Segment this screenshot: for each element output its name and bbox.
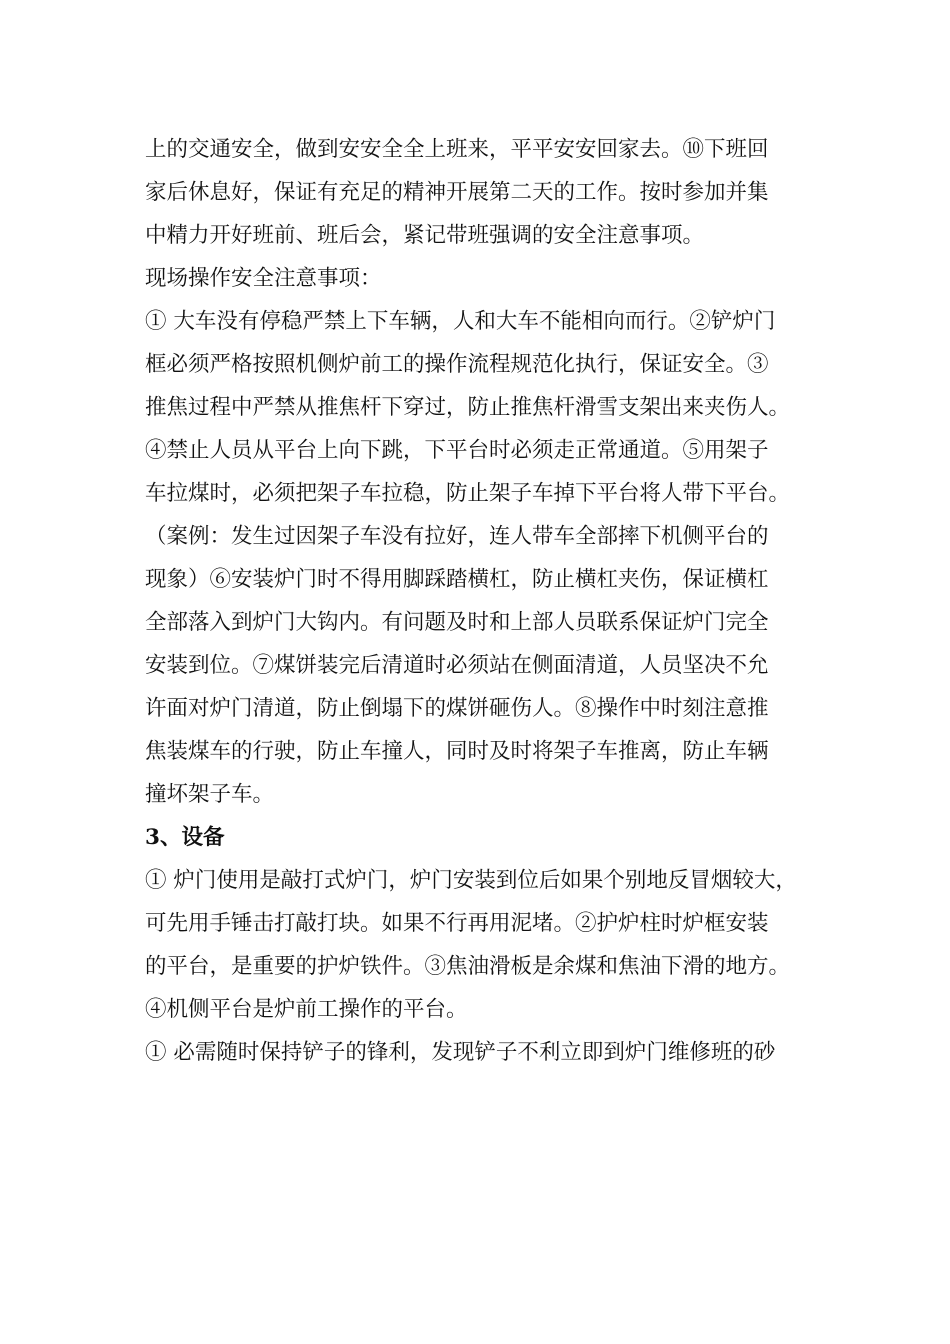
text-line: 的平台，是重要的护炉铁件。③焦油滑板是余煤和焦油下滑的地方。: [145, 954, 791, 979]
text-line: （案例：发生过因架子车没有拉好，连人带车全部摔下机侧平台的: [145, 524, 769, 549]
text-line: ① 炉门使用是敲打式炉门，炉门安装到位后如果个别地反冒烟较大，: [145, 868, 797, 893]
paragraph-shovel-maintenance: [145, 1031, 810, 1074]
text-line: 家后休息好，保证有充足的精神开展第二天的工作。按时参加并集: [145, 180, 769, 205]
text-line: 现象）⑥安装炉门时不得用脚踩踏横杠，防止横杠夹伤，保证横杠: [145, 567, 769, 592]
text-line: ① 大车没有停稳严禁上下车辆，人和大车不能相向而行。②铲炉门: [145, 309, 776, 334]
text-line: ④机侧平台是炉前工操作的平台。: [145, 997, 468, 1022]
paragraph-equipment-items: [145, 859, 810, 1031]
text-line: 现场操作安全注意事项：: [145, 266, 382, 291]
text-line: 许面对炉门清道，防止倒塌下的煤饼砸伤人。⑧操作中时刻注意推: [145, 696, 769, 721]
text-line: 推焦过程中严禁从推焦杆下穿过，防止推焦杆滑雪支架出来夹伤人。: [145, 395, 791, 420]
text-line: 全部落入到炉门大钩内。有问题及时和上部人员联系保证炉门完全: [145, 610, 769, 635]
text-line: 撞坏架子车。: [145, 782, 275, 807]
text-line: 中精力开好班前、班后会，紧记带班强调的安全注意事项。: [145, 223, 705, 248]
section-heading-equipment: [145, 816, 810, 859]
text-line: 焦装煤车的行驶，防止车撞人，同时及时将架子车推离，防止车辆: [145, 739, 769, 764]
text-line: 框必须严格按照机侧炉前工的操作流程规范化执行，保证安全。③: [145, 352, 769, 377]
paragraph-traffic-safety: [145, 128, 810, 257]
text-line: 上的交通安全，做到安安全全上班来，平平安安回家去。⑩下班回: [145, 137, 769, 162]
text-line: 安装到位。⑦煤饼装完后清道时必须站在侧面清道，人员坚决不允: [145, 653, 769, 678]
text-line: 车拉煤时，必须把架子车拉稳，防止架子车掉下平台将人带下平台。: [145, 481, 791, 506]
text-line: ① 必需随时保持铲子的锋利，发现铲子不利立即到炉门维修班的砂: [145, 1040, 776, 1065]
paragraph-site-operation-items: [145, 300, 810, 816]
text-line: ④禁止人员从平台上向下跳，下平台时必须走正常通道。⑤用架子: [145, 438, 769, 463]
paragraph-site-operation-title: [145, 257, 810, 300]
document-body: [145, 128, 810, 1074]
text-line: 可先用手锤击打敲打块。如果不行再用泥堵。②护炉柱时炉框安装: [145, 911, 769, 936]
heading-text: 3、设备: [145, 825, 225, 850]
